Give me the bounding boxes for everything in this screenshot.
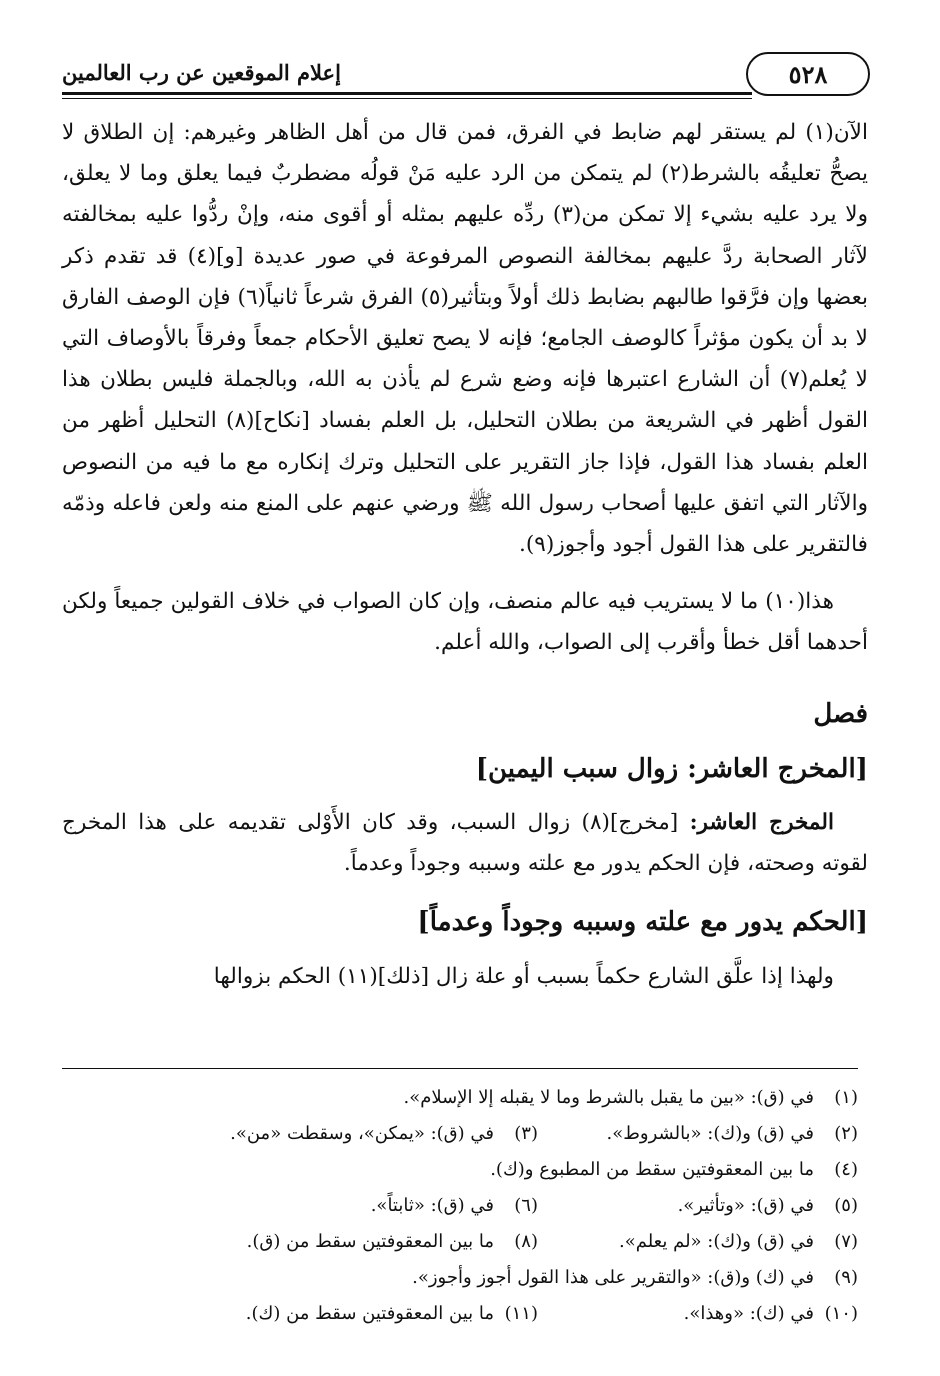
footnote-text: ما بين المعقوفتين سقط من (ق).	[246, 1231, 494, 1252]
footnote-row	[72, 1296, 858, 1332]
footnote-number: (٣)	[514, 1123, 538, 1144]
header-rule	[62, 92, 752, 95]
footnote-number: (١)	[834, 1087, 858, 1108]
footnote-text: في (ق): «بين ما يقبل بالشرط وما لا يقبله إلا الإسلام».	[403, 1087, 814, 1108]
paragraph-3-text: [مخرج](٨) زوال السبب، وقد كان الأَوْلى تقديمه على هذا المخرج لقوته وصحته، فإن الحكم يدور مع علته وسببه وجوداً وعدماً.	[62, 810, 868, 877]
page-header	[62, 56, 868, 90]
footnote	[404, 1080, 858, 1116]
footnote-row	[72, 1224, 858, 1260]
footnotes	[72, 1080, 858, 1332]
footnote-number: (٨)	[514, 1231, 538, 1252]
footnote-text: في (ق): «يمكن»، وسقطت «من».	[230, 1123, 494, 1144]
footnote-text: في (ق): «ثابتاً».	[370, 1195, 494, 1216]
footnote	[412, 1260, 858, 1296]
paragraph-4: ولهذا إذا علَّق الشارع حكماً بسبب أو علة زال [ذلك](١١) الحكم بزوالها	[213, 963, 834, 989]
footnote-row	[72, 1188, 858, 1224]
footnote	[538, 1188, 858, 1224]
footnote	[490, 1152, 858, 1188]
footnote	[538, 1224, 858, 1260]
footnote-row	[72, 1116, 858, 1152]
footnote-row	[72, 1152, 858, 1188]
section-heading: [المخرج العاشر: زوال سبب اليمين]	[475, 753, 868, 784]
footnote-row	[72, 1080, 858, 1116]
footnote-row	[72, 1260, 858, 1296]
book-title: إعلام الموقعين عن رب العالمين	[62, 60, 341, 85]
footnote-number: (١٠)	[824, 1303, 858, 1324]
footnote-text: ما بين المعقوفتين سقط من (ك).	[245, 1303, 494, 1324]
footnote	[538, 1296, 858, 1332]
book-page	[62, 0, 868, 1376]
footnote	[246, 1296, 538, 1332]
subsection-heading: [الحكم يدور مع علته وسببه وجوداً وعدماً]	[417, 907, 868, 938]
paragraph-1: الآن(١) لم يستقر لهم ضابط في الفرق، فمن قال من أهل الظاهر وغيرهم: إن الطلاق لا يصحُّ تعليقُه بالشرط(٢) لم يتمكن من الرد عليه مَنْ قولُه مضطربٌ فيما يعلق وما لا يعلق، ولا يرد عليه بشيء إلا تمكن من(٣) ردِّه عليهم بمثله أو أقوى منه، وإنْ ردُّوا عليه بمخالفته لآثار الصحابة ردَّ عليهم بمخالفة النصوص المرفوعة في صور عديدة [و](٤) قد تقدم ذكر بعضها وإن فرَّقوا طالبهم بضابط ذلك أولاً وبتأثير(٥) الفرق شرعاً ثانياً(٦) فإن الوصف الفارق لا بد أن يكون مؤثراً كالوصف الجامع؛ فإنه لا يصح تعليق الأحكام جمعاً وفرقاً بالأوصاف التي لا يُعلم(٧) أن الشارع اعتبرها فإنه وضع شرع لم يأذن به الله، وبالجملة فليس بطلان هذا القول أظهر في الشريعة من بطلان التحليل، بل العلم بفساد [نكاح](٨) التحليل أظهر من العلم بفساد هذا القول، فإذا جاز التقرير على التحليل وترك إنكاره مع ما فيه من النصوص والآثار التي اتفق عليها أصحاب رسول الله ﷺ ورضي عنهم على المنع منه ولعن فاعله وذمّه فالتقرير على هذا القول أجود وأجوز(٩).	[62, 120, 869, 558]
footnote-number: (٦)	[514, 1195, 538, 1216]
footnote-text: في (ق): «وتأثير».	[677, 1195, 814, 1216]
paragraph-2: هذا(١٠) ما لا يستريب فيه عالم منصف، وإن كان الصواب في خلاف القولين جميعاً ولكن أحدهما أقل خطأ وأقرب إلى الصواب، والله أعلم.	[62, 589, 868, 656]
footnote-text: ما بين المعقوفتين سقط من المطبوع و(ك).	[490, 1159, 814, 1180]
footnote-text: في (ك) و(ق): «والتقرير على هذا القول أجوز وأجوز».	[412, 1267, 814, 1288]
footnote-number: (٢)	[834, 1123, 858, 1144]
footnote-number: (٧)	[834, 1231, 858, 1252]
footnote-number: (٤)	[834, 1159, 858, 1180]
main-text	[62, 112, 868, 997]
footnote-text: في (ق) و(ك): «بالشروط».	[606, 1123, 814, 1144]
header-rule-thin	[62, 98, 752, 99]
footnote	[230, 1116, 538, 1152]
paragraph-3-lead: المخرج العاشر:	[689, 810, 834, 836]
page-number: ٥٢٨	[746, 52, 870, 96]
section-title: فصل	[813, 698, 868, 729]
footnote	[371, 1188, 538, 1224]
footnote	[247, 1224, 538, 1260]
paragraph-3	[62, 802, 868, 884]
footnote-number: (١١)	[504, 1303, 538, 1324]
footnote-text: في (ك): «وهذا».	[683, 1303, 814, 1324]
footnote-separator	[62, 1068, 858, 1069]
footnote-number: (٩)	[834, 1267, 858, 1288]
footnote	[538, 1116, 858, 1152]
footnote-number: (٥)	[834, 1195, 858, 1216]
footnote-text: في (ق) و(ك): «لم يعلم».	[619, 1231, 814, 1252]
